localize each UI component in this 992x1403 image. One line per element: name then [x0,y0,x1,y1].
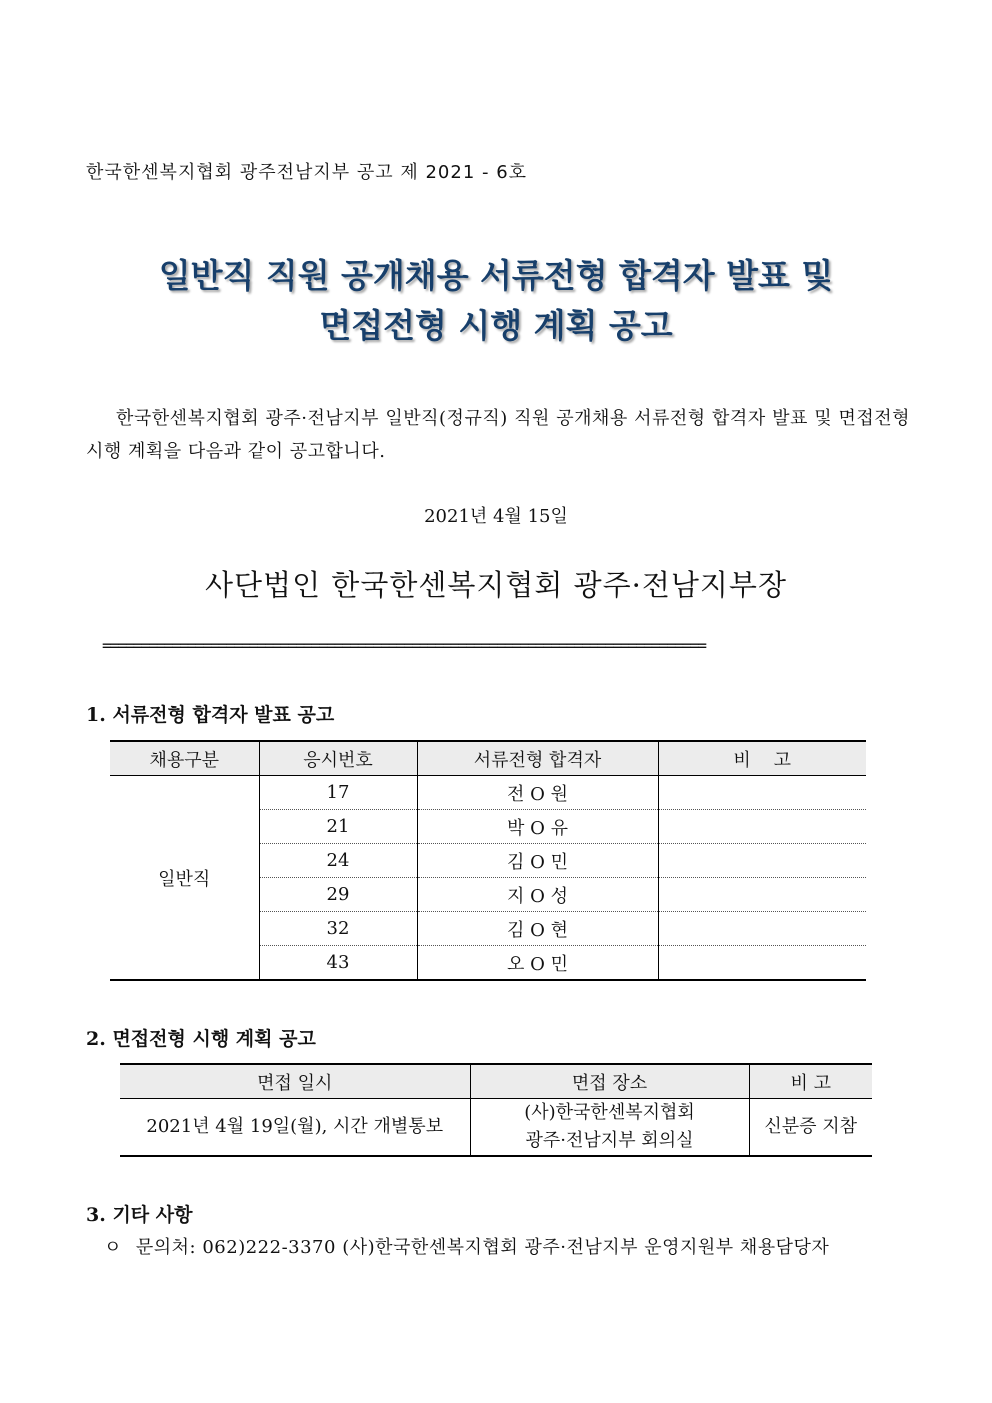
note-cell [658,810,866,844]
header-passer: 서류전형 합격자 [417,741,658,776]
contact-line [104,1233,829,1259]
note-cell [658,776,866,810]
applicant-number: 21 [259,810,417,844]
note-cell [658,912,866,946]
organization-name: 사단법인 한국한센복지협회 광주·전남지부장 [205,568,787,602]
table-row [120,1099,872,1157]
passer-name: 김 O 민 [417,844,658,878]
section-2-title: 2. 면접전형 시행 계획 공고 [86,1028,316,1050]
header-applicant-number: 응시번호 [259,741,417,776]
header-interview-date: 면접 일시 [120,1064,470,1099]
interview-place-line-2: 광주·전남지부 회의실 [525,1130,694,1151]
note-cell [658,878,866,912]
passer-name: 지 O 성 [417,878,658,912]
passer-name: 박 O 유 [417,810,658,844]
header-interview-place: 면접 장소 [470,1064,749,1099]
interview-schedule: 2021년 4월 19일(월), 시간 개별통보 [120,1099,470,1157]
bullet-icon: ㅇ [104,1237,122,1258]
passer-name: 오 O 민 [417,946,658,981]
category-cell: 일반직 [110,776,259,981]
applicant-number: 32 [259,912,417,946]
divider-line: ============================================================================== [102,636,706,655]
applicant-number: 29 [259,878,417,912]
title-line-1: 일반직 직원 공개채용 서류전형 합격자 발표 및 [158,256,834,295]
interview-place-line-1: (사)한국한센복지협회 [524,1102,695,1123]
section-1-title: 1. 서류전형 합격자 발표 공고 [86,704,335,726]
notice-date: 2021년 4월 15일 [424,506,568,527]
note-cell [658,844,866,878]
header-category: 채용구분 [110,741,259,776]
table-row [110,776,866,810]
intro-paragraph: 한국한센복지협회 광주·전남지부 일반직(정규직) 직원 공개채용 서류전형 합격자 발표 및 면접전형 시행 계획을 다음과 같이 공고합니다. [86,408,910,462]
header-note: 비 고 [749,1064,872,1099]
table-header-row [120,1064,872,1099]
interview-note: 신분증 지참 [764,1116,858,1137]
contact-text: 문의처: 062)222-3370 (사)한국한센복지협회 광주·전남지부 운영지원부 채용담당자 [135,1237,830,1258]
passer-name: 전 O 원 [417,776,658,810]
applicant-number: 43 [259,946,417,981]
title-line-2: 면접전형 시행 계획 공고 [319,306,673,345]
table-header-row [110,741,866,776]
interview-plan-table [120,1063,872,1157]
interview-place [470,1099,749,1157]
section-3-title: 3. 기타 사항 [86,1204,193,1226]
document-pass-table [110,740,866,981]
notice-number: 한국한센복지협회 광주전남지부 공고 제 2021 - 6호 [86,162,528,183]
note-cell [658,946,866,981]
header-note: 비 고 [658,741,866,776]
applicant-number: 17 [259,776,417,810]
applicant-number: 24 [259,844,417,878]
passer-name: 김 O 현 [417,912,658,946]
